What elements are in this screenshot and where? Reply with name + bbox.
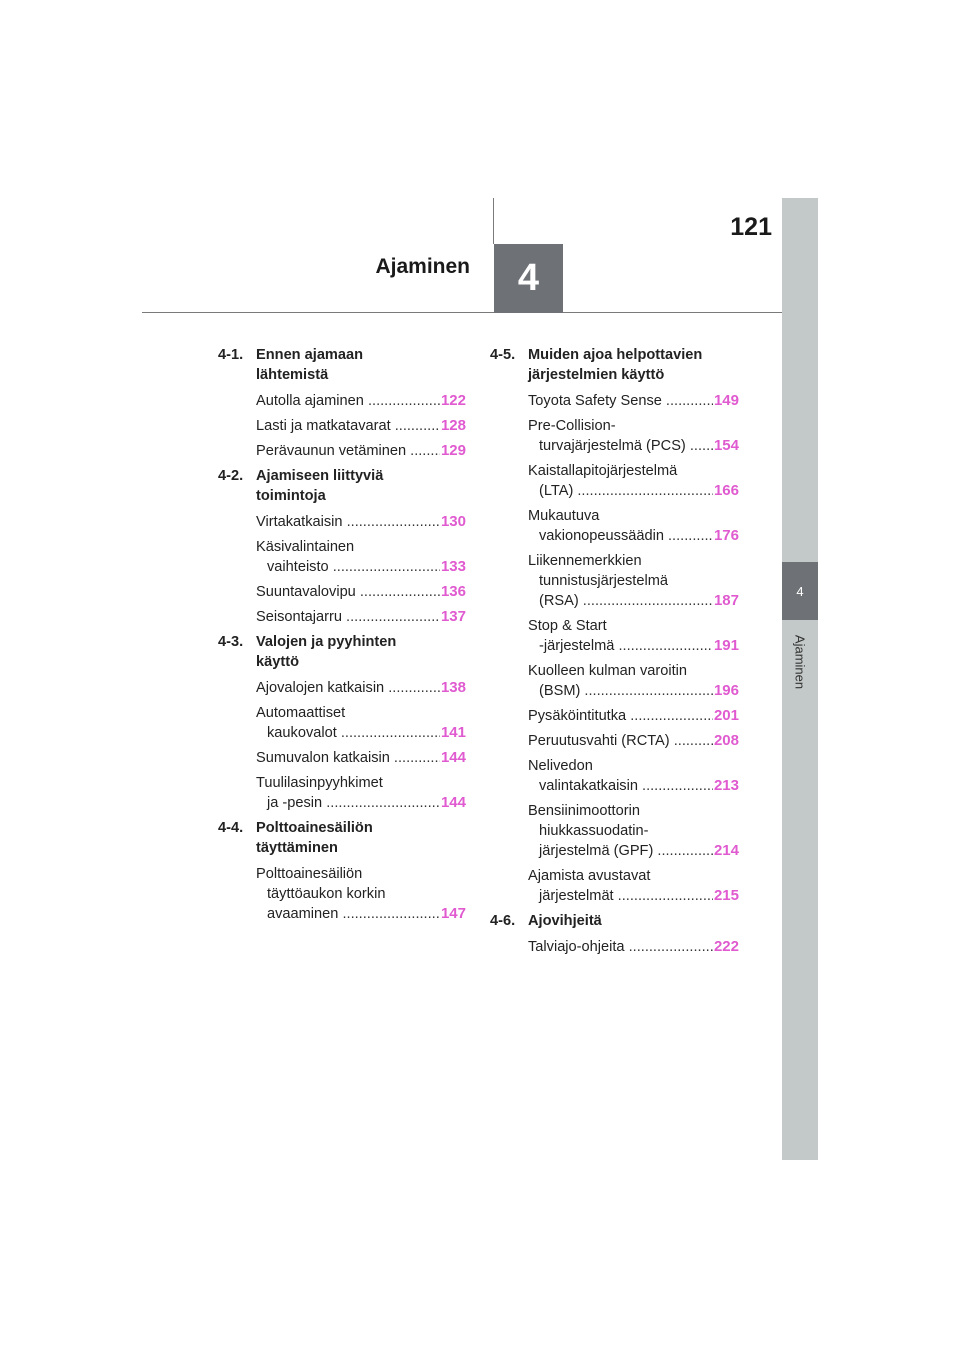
chapter-title: Ajaminen (375, 255, 470, 278)
toc-entry[interactable] (528, 616, 739, 656)
toc-entry-line-text: kaukovalot (267, 725, 337, 741)
section-title-line: Ajovihjeitä (528, 913, 602, 929)
toc-entry-line (528, 461, 713, 481)
toc-entry-line-text: Toyota Safety Sense (528, 393, 662, 409)
toc-entry-line-text: hiukkassuodatin- (539, 823, 649, 839)
toc-page-link[interactable]: 122 (440, 392, 466, 409)
toc-page-link[interactable]: 187 (713, 592, 739, 609)
section-title-line: käyttö (256, 654, 299, 670)
toc-entry-line-text: Pre-Collision- (528, 418, 616, 434)
toc-entry[interactable] (256, 416, 466, 436)
toc-entry-line-text: vaihteisto (267, 559, 329, 575)
toc-entry-line (256, 557, 440, 577)
toc-entry-text (256, 582, 440, 602)
toc-entry-line-text: valintakatkaisin (539, 778, 638, 794)
section-title (528, 911, 739, 931)
toc-entry-line-text: Suuntavalovipu (256, 584, 356, 600)
toc-entry-text (256, 748, 440, 768)
toc-entry-line (528, 526, 713, 546)
toc-entry-line (528, 506, 713, 526)
toc-entry-line-text: Ajamista avustavat (528, 868, 651, 884)
toc-entry-line (528, 571, 713, 591)
toc-entry-line-text: Pysäköintitutka (528, 708, 627, 724)
toc-entry-line (256, 904, 440, 924)
toc-section (218, 818, 466, 858)
toc-entry[interactable] (528, 391, 739, 411)
toc-entry-line-text: Polttoainesäiliön (256, 866, 363, 882)
section-title-line: lähtemistä (256, 367, 329, 383)
section-number: 4-5. (490, 347, 516, 363)
toc-entry-text (256, 678, 440, 698)
toc-page-link[interactable]: 222 (713, 938, 739, 955)
toc-entry-line-text: Bensiinimoottorin (528, 803, 640, 819)
toc-entry-line-text: Mukautuva (528, 508, 600, 524)
toc-entry[interactable] (256, 441, 466, 461)
toc-entry-line-text: Stop & Start (528, 618, 607, 634)
toc-entry-line (528, 937, 713, 957)
toc-page-link[interactable]: 149 (713, 392, 739, 409)
toc-entry-line (528, 416, 713, 436)
toc-entry-line (528, 591, 713, 611)
section-title (528, 345, 739, 385)
section-title-line: Valojen ja pyyhinten (256, 634, 397, 650)
toc-entry-text (528, 661, 713, 701)
toc-entry-line (528, 391, 713, 411)
section-number: 4-6. (490, 913, 516, 929)
toc-page-link[interactable]: 213 (713, 777, 739, 794)
toc-entry-line-text: järjestelmät (539, 888, 614, 904)
section-title (256, 345, 466, 385)
toc-entry[interactable] (528, 756, 739, 796)
toc-entry-text (256, 391, 440, 411)
toc-entry-text (256, 864, 440, 924)
toc-section (218, 345, 466, 385)
toc-entry-text (528, 801, 713, 861)
section-title (256, 632, 466, 672)
toc-entry-line-text: Käsivalintainen (256, 539, 355, 555)
toc-entry-line-text: (RSA) (539, 593, 579, 609)
toc-entry[interactable] (528, 661, 739, 701)
section-number: 4-1. (218, 347, 244, 363)
toc-page-link[interactable]: 147 (440, 905, 466, 922)
toc-entry-text (528, 866, 713, 906)
toc-entry-line-text: Nelivedon (528, 758, 593, 774)
toc-entry[interactable] (256, 678, 466, 698)
toc-entry[interactable] (256, 773, 466, 813)
section-number: 4-4. (218, 820, 244, 836)
section-title-line: järjestelmien käyttö (528, 367, 665, 383)
toc-page-link[interactable]: 144 (440, 749, 466, 766)
toc-entry[interactable] (256, 607, 466, 627)
toc-entry[interactable] (256, 748, 466, 768)
toc-entry[interactable] (528, 706, 739, 726)
toc-entry-text (528, 506, 713, 546)
toc-entry-text (528, 416, 713, 456)
toc-entry-line (528, 801, 713, 821)
toc-entry-text (528, 706, 713, 726)
toc-entry-line-text: turvajärjestelmä (PCS) (539, 438, 686, 454)
toc-entry-line-text: (BSM) (539, 683, 581, 699)
toc-right-column (490, 345, 739, 962)
section-title (256, 466, 466, 506)
toc-entry-line (256, 884, 440, 904)
toc-entry-line (256, 416, 440, 436)
toc-entry-line-text: Peruutusvahti (RCTA) (528, 733, 670, 749)
toc-entry[interactable] (256, 537, 466, 577)
toc-entry-line (528, 756, 713, 776)
toc-entry[interactable] (256, 864, 466, 924)
section-title-line: täyttäminen (256, 840, 338, 856)
toc-page-link[interactable]: 191 (713, 637, 739, 654)
toc-entry-text (256, 703, 440, 743)
toc-entry[interactable] (528, 937, 739, 957)
toc-entry[interactable] (528, 801, 739, 861)
toc-entry-line-text: Kaistallapitojärjestelmä (528, 463, 678, 479)
toc-entry-line-text: Perävaunun vetäminen (256, 443, 407, 459)
toc-entry-line (256, 441, 440, 461)
toc-page-link[interactable]: 208 (713, 732, 739, 749)
toc-entry-text (256, 512, 440, 532)
toc-entry-line-text: vakionopeussäädin (539, 528, 664, 544)
section-title-line: Polttoainesäiliön (256, 820, 373, 836)
toc-entry[interactable] (528, 416, 739, 456)
toc-entry-line-text: Tuulilasinpyyhkimet (256, 775, 383, 791)
toc-entry-text (528, 461, 713, 501)
toc-page-link[interactable]: 215 (713, 887, 739, 904)
toc-entry-line (256, 793, 440, 813)
toc-entry[interactable] (256, 512, 466, 532)
toc-entry-line (528, 866, 713, 886)
toc-entry-line-text: Lasti ja matkatavarat (256, 418, 391, 434)
toc-entry-line (256, 864, 440, 884)
toc-entry[interactable] (256, 582, 466, 602)
toc-entry-line (256, 723, 440, 743)
toc-page-link[interactable]: 138 (440, 679, 466, 696)
toc-page-link[interactable]: 129 (440, 442, 466, 459)
toc-entry[interactable] (528, 506, 739, 546)
toc-entry-line-text: Autolla ajaminen (256, 393, 364, 409)
toc-entry[interactable] (256, 703, 466, 743)
toc-entry-text (256, 607, 440, 627)
toc-entry-text (528, 756, 713, 796)
toc-page-link[interactable]: 136 (440, 583, 466, 600)
toc-entry-line (256, 537, 440, 557)
toc-entry-line (256, 582, 440, 602)
side-tab-chapter-number[interactable]: 4 (782, 562, 818, 620)
toc-page-link[interactable]: 201 (713, 707, 739, 724)
side-tab-label: Ajaminen (792, 634, 808, 690)
toc-entry-line (528, 551, 713, 571)
toc-entry-line (528, 821, 713, 841)
toc-entry-line (256, 607, 440, 627)
toc-section (490, 911, 739, 931)
toc-entry[interactable] (528, 551, 739, 611)
toc-entry-line (528, 636, 713, 656)
toc-section (218, 632, 466, 672)
toc-entry-text (256, 441, 440, 461)
chapter-number-box: 4 (494, 244, 563, 313)
toc-entry-line (528, 436, 713, 456)
toc-entry-line (528, 481, 713, 501)
toc-entry-line (528, 661, 713, 681)
toc-entry-line-text: Kuolleen kulman varoitin (528, 663, 687, 679)
toc-entry-line-text: tunnistusjärjestelmä (539, 573, 668, 589)
toc-page-link[interactable]: 144 (440, 794, 466, 811)
toc-entry-line (528, 706, 713, 726)
toc-entry-line-text: täyttöaukon korkin (267, 886, 386, 902)
toc-entry[interactable] (256, 391, 466, 411)
toc-entry[interactable] (528, 461, 739, 501)
toc-entry-line (528, 731, 713, 751)
toc-entry-line-text: (LTA) (539, 483, 574, 499)
toc-entry-line-text: avaaminen (267, 906, 339, 922)
toc-entry-line-text: Seisontajarru (256, 609, 342, 625)
toc-page-link[interactable]: 214 (713, 842, 739, 859)
toc-entry-text (256, 416, 440, 436)
toc-entry-line (528, 886, 713, 906)
toc-page-link[interactable]: 154 (713, 437, 739, 454)
section-number: 4-3. (218, 634, 244, 650)
toc-entry-text (256, 537, 440, 577)
toc-entry-line (256, 748, 440, 768)
toc-section (218, 466, 466, 506)
toc-entry-line (528, 681, 713, 701)
toc-entry-text (528, 937, 713, 957)
toc-entry-line-text: -järjestelmä (539, 638, 615, 654)
toc-entry-line (256, 703, 440, 723)
toc-entry-line-text: järjestelmä (GPF) (539, 843, 654, 859)
toc-page-link[interactable]: 176 (713, 527, 739, 544)
toc-entry[interactable] (528, 731, 739, 751)
toc-entry-line-text: Talviajo-ohjeita (528, 939, 625, 955)
toc-entry-line (256, 678, 440, 698)
toc-left-column (218, 345, 466, 929)
toc-entry-line-text: Automaattiset (256, 705, 346, 721)
toc-entry-line-text: ja -pesin (267, 795, 323, 811)
toc-entry-line (528, 776, 713, 796)
toc-entry-line-text: Ajovalojen katkaisin (256, 680, 385, 696)
toc-entry-line-text: Liikennemerkkien (528, 553, 642, 569)
toc-entry-text (528, 731, 713, 751)
toc-entry-line (256, 512, 440, 532)
toc-page-link[interactable]: 196 (713, 682, 739, 699)
toc-entry-line (528, 616, 713, 636)
toc-page-link[interactable]: 133 (440, 558, 466, 575)
toc-page-link[interactable]: 141 (440, 724, 466, 741)
toc-entry-line (256, 391, 440, 411)
section-title-line: Ajamiseen liittyviä (256, 468, 384, 484)
toc-entry-line-text: Virtakatkaisin (256, 514, 343, 530)
toc-section (490, 345, 739, 385)
toc-page-link[interactable]: 137 (440, 608, 466, 625)
toc-page-link[interactable]: 130 (440, 513, 466, 530)
section-number: 4-2. (218, 468, 244, 484)
toc-entry-line (528, 841, 713, 861)
toc-entry[interactable] (528, 866, 739, 906)
toc-entry-line (256, 773, 440, 793)
page-number: 121 (730, 213, 772, 241)
header-divider-horizontal (142, 312, 782, 313)
toc-entry-text (528, 551, 713, 611)
section-title (256, 818, 466, 858)
toc-entry-text (528, 616, 713, 656)
toc-page-link[interactable]: 128 (440, 417, 466, 434)
header-divider-vertical (493, 198, 494, 244)
section-title-line: Ennen ajamaan (256, 347, 364, 363)
section-title-line: toimintoja (256, 488, 326, 504)
toc-entry-text (256, 773, 440, 813)
section-title-line: Muiden ajoa helpottavien (528, 347, 703, 363)
toc-page-link[interactable]: 166 (713, 482, 739, 499)
toc-entry-text (528, 391, 713, 411)
toc-entry-line-text: Sumuvalon katkaisin (256, 750, 390, 766)
